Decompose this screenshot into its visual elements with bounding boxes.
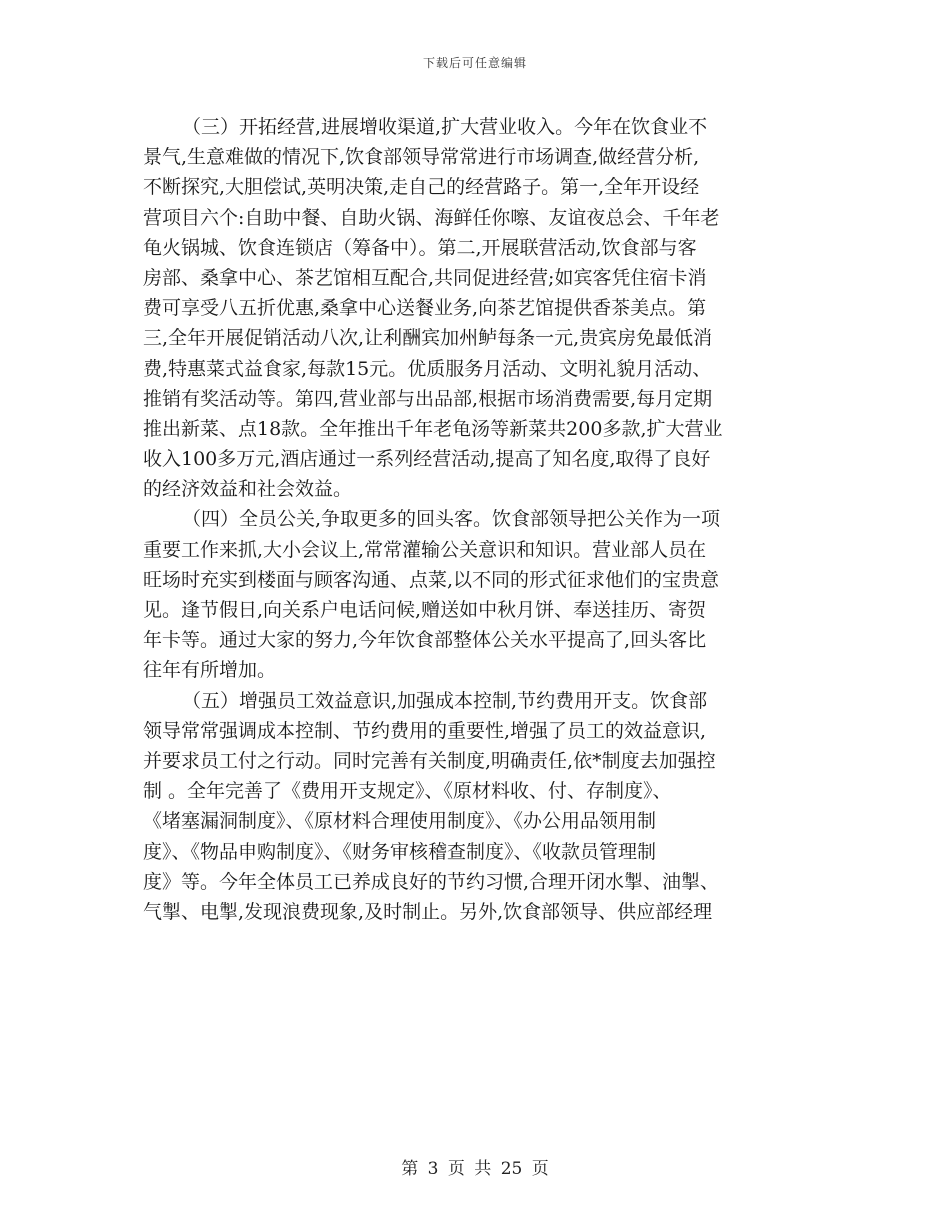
paragraph-line: 费可享受八五折优惠,桑拿中心送餐业务,向茶艺馆提供香茶美点。第 (143, 297, 707, 320)
paragraph-line: 往年有所增加。 (143, 659, 277, 682)
paragraph-line: 领导常常强调成本控制、节约费用的重要性,增强了员工的效益意识, (143, 719, 707, 742)
paragraph-line: （五）增强员工效益意识,加强成本控制,节约费用开支。饮食部 (182, 689, 708, 712)
paragraph-line: 景气,生意难做的情况下,饮食部领导常常进行市场调查,做经营分析, (143, 146, 700, 169)
paragraph-line: 费,特惠菜式益食家,每款15元。优质服务月活动、文明礼貌月活动、 (143, 357, 712, 380)
paragraph-line: （四）全员公关,争取更多的回头客。饮食部领导把公关作为一项 (182, 508, 721, 531)
paragraph-line: 收入100多万元,酒店通过一系列经营活动,提高了知名度,取得了良好 (143, 448, 711, 471)
paragraph-line: 营项目六个:自助中餐、自助火锅、海鲜任你嚓、友谊夜总会、千年老 (143, 206, 720, 229)
document-body (143, 112, 813, 927)
paragraph-line: 的经济效益和社会效益。 (143, 478, 353, 501)
paragraph-line: 度》、《物品申购制度》、《财务审核稽查制度》、《收款员管理制 (143, 840, 657, 863)
paragraph-line: （三）开拓经营,进展增收渠道,扩大营业收入。今年在饮食业不 (182, 116, 708, 138)
paragraph-line: 度》等。今年全体员工已养成良好的节约习惯,合理开闭水掣、油掣、 (143, 870, 720, 893)
paragraph-line: 年卡等。通过大家的努力,今年饮食部整体公关水平提高了,回头客比 (143, 629, 707, 652)
paragraph-line: 制 。全年完善了《费用开支规定》、《原材料收、付、存制度》、 (143, 780, 672, 803)
paragraph-line: 气掣、电掣,发现浪费现象,及时制止。另外,饮食部领导、供应部经理 (143, 900, 713, 923)
paragraph-line: 并要求员工付之行动。同时完善有关制度,明确责任,依*制度去加强控 (143, 749, 716, 772)
paragraph-line: 三,全年开展促销活动八次,让利酬宾加州鲈每条一元,贵宾房免最低消 (143, 327, 713, 350)
paragraph-line: 重要工作来抓,大小会议上,常常灌输公关意识和知识。营业部人员在 (143, 538, 707, 561)
page-number: 第 3 页 共 25 页 (401, 1159, 549, 1179)
paragraph-line: 见。逢节假日,向关系户电话问候,赠送如中秋月饼、奉送挂历、寄贺 (143, 599, 707, 621)
paragraph-line: 推出新菜、点18款。全年推出千年老龟汤等新菜共200多款,扩大营业 (143, 417, 723, 440)
paragraph-line: 推销有奖活动等。第四,营业部与出品部,根据市场消费需要,每月定期 (143, 387, 713, 410)
paragraph-line: 旺场时充实到楼面与顾客沟通、点菜,以不同的形式征求他们的宝贵意 (143, 568, 720, 591)
paragraph-line: 不断探究,大胆偿试,英明决策,走自己的经营路子。第一,全年开设经 (143, 176, 700, 199)
paragraph-line: 《堵塞漏洞制度》、《原材料合理使用制度》、《办公用品领用制 (143, 810, 657, 833)
paragraph-line: 房部、桑拿中心、茶艺馆相互配合,共同促进经营;如宾客凭住宿卡消 (143, 266, 707, 289)
page-header: 下载后可任意编辑 (422, 56, 527, 70)
paragraph-line: 龟火锅城、饮食连锁店（筹备中）。第二,开展联营活动,饮食部与客 (143, 236, 697, 259)
